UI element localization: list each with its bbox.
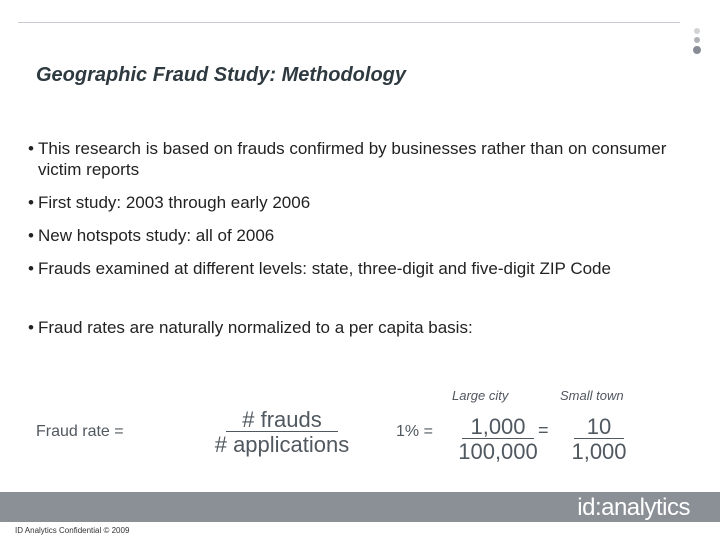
bullet-item: • New hotspots study: all of 2006	[28, 225, 678, 246]
fraud-rate-fraction	[196, 409, 368, 458]
fraud-rate-label: Fraud rate =	[36, 423, 124, 440]
large-city-numerator: 1,000	[462, 416, 534, 439]
large-city-label: Large city	[452, 388, 509, 403]
equals-sign: =	[538, 420, 549, 440]
decorative-dots-icon	[692, 28, 702, 57]
large-city-fraction	[452, 416, 544, 465]
small-town-label: Small town	[560, 388, 624, 403]
small-town-denominator: 1,000	[571, 439, 627, 464]
percent-label: 1% =	[396, 423, 433, 440]
company-logo: id:analytics	[577, 494, 690, 521]
fraction-denominator: # applications	[214, 432, 350, 457]
bullet-item: • Fraud rates are naturally normalized to a per capita basis:	[28, 317, 678, 338]
bullet-item: • Frauds examined at different levels: state, three-digit and five-digit ZIP Code	[28, 258, 678, 279]
bullet-item: • First study: 2003 through early 2006	[28, 192, 678, 213]
top-divider	[18, 22, 680, 23]
small-town-numerator: 10	[574, 416, 624, 439]
fraction-numerator: # frauds	[226, 409, 338, 432]
small-town-fraction	[566, 416, 632, 465]
bullet-list	[28, 138, 678, 338]
slide-title: Geographic Fraud Study: Methodology	[36, 64, 406, 86]
large-city-denominator: 100,000	[458, 439, 538, 464]
bullet-item: • This research is based on frauds confirmed by businesses rather than on consumer victim reports	[28, 138, 678, 180]
confidential-notice: ID Analytics Confidential © 2009	[15, 526, 130, 535]
